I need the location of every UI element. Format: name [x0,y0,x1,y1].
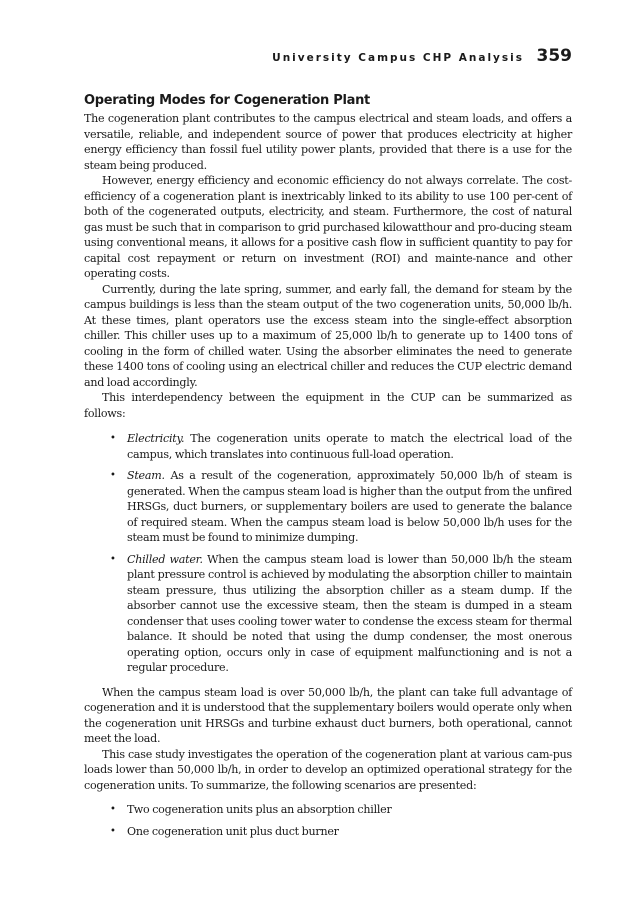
page-number: 359 [536,46,572,66]
scenario-list [84,802,572,839]
list-item-text: As a result of the cogeneration, approximately 50,000 lb/h of steam is generated. When the campus steam load is higher than the output from the unfired HRSGs, duct burners, or supplementary boilers are used to generate the balance of required steam. When the campus steam load is below 50,000 lb/h uses for the steam must be found to minimize dumping. [127,469,572,544]
list-item-scenario-1 [104,802,572,818]
paragraph-high-load: When the campus steam load is over 50,000 lb/h, the plant can take full advantage of cogeneration and it is understood that the supplementary boilers would operate only when the cogeneration unit HRSGs and turbine exhaust duct burners, both operational, cannot meet the load. [84,685,572,745]
list-item-text: Two cogeneration units plus an absorption chiller [127,803,392,816]
list-item-text: The cogeneration units operate to match the electrical load of the campus, which translates into continuous full-load operation. [127,432,572,461]
list-item-scenario-2 [104,824,572,840]
list-item-text: One cogeneration unit plus duct burner [127,824,339,838]
paragraph-intro: The cogeneration plant contributes to the campus electrical and steam loads, and offers a versatile, reliable, and independent source of power that produces electricity at higher energy efficiency than fossil fuel utility power plants, provided that there is a use for the steam being produced. [84,112,572,172]
page-header [84,46,572,68]
bullet-icon: • [110,433,116,444]
running-title: University Campus CHP Analysis [272,52,524,64]
paragraph-seasonal-demand: Currently, during the late spring, summer, and early fall, the demand for steam by the campus buildings is less than the steam output of the two cogeneration units, 50,000 lb/h. At these times, plant operators use the excess steam into the single-effect absorption chiller. This chiller uses up to a maximum of 25,000 lb/h to generate up to 1400 tons of cooling in the form of chilled water. Using the absorber eliminates the need to generate these 1400 tons of cooling using an electrical chiller and reduces the CUP electric demand and load accordingly. [84,282,572,389]
paragraph-case-study: This case study investigates the operation of the cogeneration plant at various cam-pus loads lower than 50,000 lb/h, in order to develop an optimized operational strategy for the cogeneration units. To summarize, the following scenarios are presented: [84,747,572,792]
interdependency-list [84,431,572,676]
list-item-text: When the campus steam load is lower than 50,000 lb/h the steam plant pressure control is achieved by modulating the absorption chiller to maintain steam pressure, thus utilizing the absorption chiller as a steam dump. If the absorber cannot use the excessive steam, then the steam is dumped in a steam condenser that uses cooling tower water to condense the excess steam for thermal balance. It should be noted that using the dump condenser, the most onerous operating option, occurs only in case of equipment malfunctioning and is not a regular procedure. [127,552,572,674]
list-item-term: Electricity. [127,432,185,445]
bullet-icon: • [110,553,116,565]
list-item-electricity [104,431,572,462]
list-item-term: Steam. [127,469,165,482]
paragraph-interdependency: This interdependency between the equipment in the CUP can be summarized as follows: [84,391,572,420]
section-heading: Operating Modes for Cogeneration Plant [84,93,370,108]
page-body [84,93,572,845]
bullet-icon: • [110,825,116,837]
list-item-steam [104,468,572,546]
list-item-chilled-water [104,552,572,676]
paragraph-efficiency: However, energy efficiency and economic efficiency do not always correlate. The cost-efficiency of a cogeneration plant is inextricably linked to its ability to use 100 per-cent of both of the cogenerated outputs, electricity, and steam. Furthermore, the cost of natural gas must be such that in comparison to grid purchased kilowatthour and pro-ducing steam using conventional means, it allows for a positive cash flow in sufficient quantity to pay for capital cost repayment or return on investment (ROI) and mainte-nance and other operating costs. [84,174,572,280]
bullet-icon: • [110,470,116,481]
bullet-icon: • [110,804,116,815]
list-item-term: Chilled water. [127,552,203,566]
